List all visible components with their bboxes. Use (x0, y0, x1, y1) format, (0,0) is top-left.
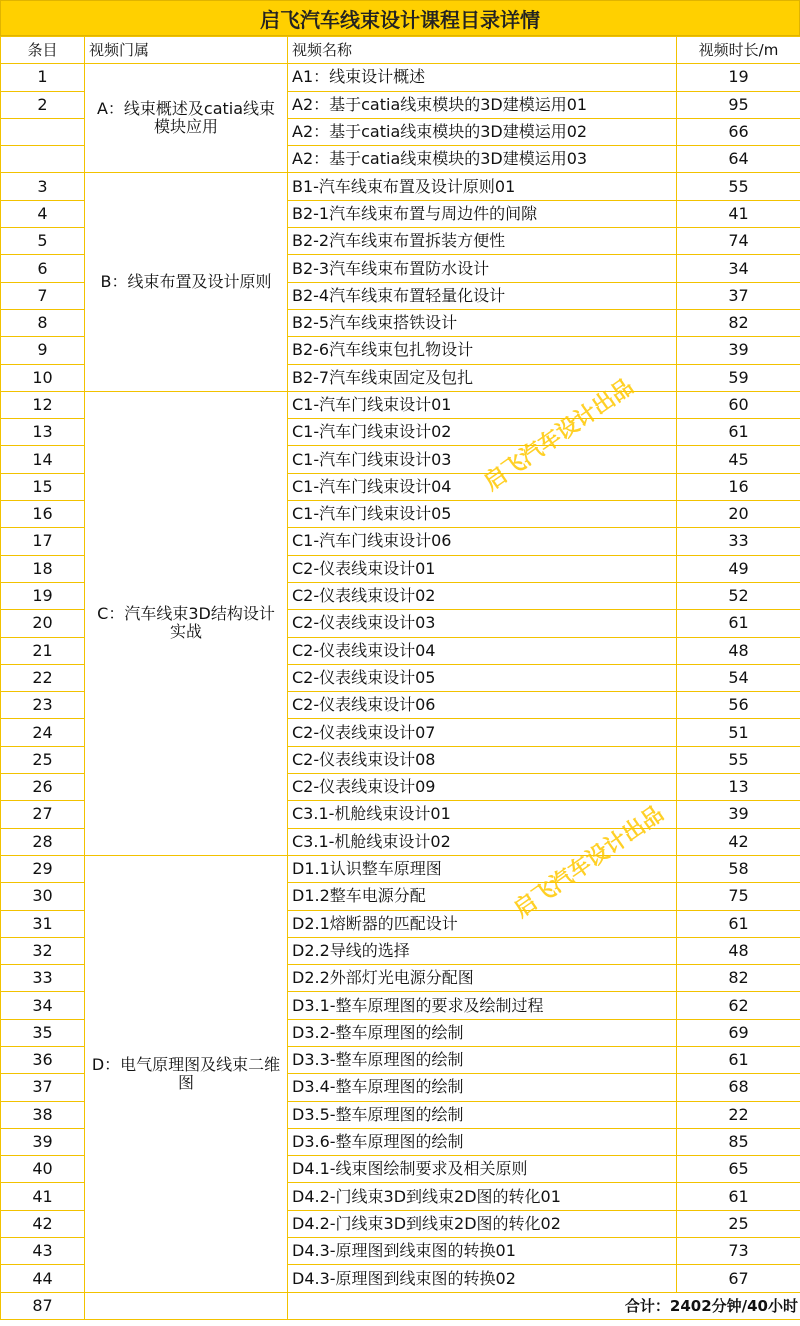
row-index: 16 (1, 501, 85, 528)
row-index: 28 (1, 828, 85, 855)
video-name: C1-汽车门线束设计02 (288, 419, 677, 446)
row-index: 13 (1, 419, 85, 446)
row-index: 15 (1, 473, 85, 500)
row-index: 2 (1, 91, 85, 118)
video-duration: 25 (677, 1210, 800, 1237)
row-index: 25 (1, 746, 85, 773)
video-name: B2-6汽车线束包扎物设计 (288, 337, 677, 364)
row-index: 22 (1, 664, 85, 691)
row-index: 27 (1, 801, 85, 828)
video-name: D3.5-整车原理图的绘制 (288, 1101, 677, 1128)
video-duration: 48 (677, 937, 800, 964)
video-duration: 37 (677, 282, 800, 309)
row-index: 35 (1, 1019, 85, 1046)
table-row (1, 173, 800, 200)
video-name: C2-仪表线束设计07 (288, 719, 677, 746)
video-duration: 66 (677, 118, 800, 145)
row-index: 20 (1, 610, 85, 637)
video-name: C2-仪表线束设计05 (288, 664, 677, 691)
video-duration: 61 (677, 419, 800, 446)
video-duration: 52 (677, 582, 800, 609)
video-name: C3.1-机舱线束设计02 (288, 828, 677, 855)
category-cell-d: D：电气原理图及线束二维图 (85, 855, 288, 1292)
row-index: 23 (1, 692, 85, 719)
video-name: A2：基于catia线束模块的3D建模运用03 (288, 146, 677, 173)
video-name: D3.3-整车原理图的绘制 (288, 1046, 677, 1073)
video-duration: 55 (677, 173, 800, 200)
video-name: D1.1认识整车原理图 (288, 855, 677, 882)
row-index: 19 (1, 582, 85, 609)
table-row (1, 64, 800, 91)
video-duration: 42 (677, 828, 800, 855)
video-duration: 61 (677, 1183, 800, 1210)
video-duration: 20 (677, 501, 800, 528)
watermark-2: 启飞汽车设计出品 (509, 801, 669, 923)
row-index: 41 (1, 1183, 85, 1210)
video-name: D3.6-整车原理图的绘制 (288, 1128, 677, 1155)
video-name: A2：基于catia线束模块的3D建模运用01 (288, 91, 677, 118)
video-name: C1-汽车门线束设计04 (288, 473, 677, 500)
row-index: 7 (1, 282, 85, 309)
row-index: 12 (1, 391, 85, 418)
category-cell-a: A：线束概述及catia线束模块应用 (85, 64, 288, 173)
video-name: D4.3-原理图到线束图的转换02 (288, 1265, 677, 1292)
video-duration: 19 (677, 64, 800, 91)
row-index: 1 (1, 64, 85, 91)
row-index: 40 (1, 1156, 85, 1183)
video-name: D4.2-门线束3D到线束2D图的转化01 (288, 1183, 677, 1210)
table-footer-row (1, 1292, 800, 1319)
row-index: 4 (1, 200, 85, 227)
video-duration: 74 (677, 228, 800, 255)
video-duration: 64 (677, 146, 800, 173)
video-name: A2：基于catia线束模块的3D建模运用02 (288, 118, 677, 145)
video-duration: 75 (677, 883, 800, 910)
row-index: 18 (1, 555, 85, 582)
video-duration: 22 (677, 1101, 800, 1128)
row-index: 33 (1, 965, 85, 992)
video-name: C2-仪表线束设计01 (288, 555, 677, 582)
video-name: D4.2-门线束3D到线束2D图的转化02 (288, 1210, 677, 1237)
category-cell-c: C：汽车线束3D结构设计实战 (85, 391, 288, 855)
video-name: D2.2外部灯光电源分配图 (288, 965, 677, 992)
video-duration: 61 (677, 910, 800, 937)
video-name: C2-仪表线束设计09 (288, 774, 677, 801)
video-name: B1-汽车线束布置及设计原则01 (288, 173, 677, 200)
video-duration: 82 (677, 309, 800, 336)
table-header-row (1, 37, 800, 64)
video-duration: 59 (677, 364, 800, 391)
video-duration: 73 (677, 1238, 800, 1265)
row-index: 43 (1, 1238, 85, 1265)
video-duration: 67 (677, 1265, 800, 1292)
row-index: 36 (1, 1046, 85, 1073)
header-index: 条目 (1, 37, 85, 64)
video-duration: 41 (677, 200, 800, 227)
footer-total: 合计：2402分钟/40小时 (288, 1292, 800, 1319)
row-index: 10 (1, 364, 85, 391)
video-duration: 51 (677, 719, 800, 746)
header-name: 视频名称 (288, 37, 677, 64)
video-duration: 65 (677, 1156, 800, 1183)
row-index: 5 (1, 228, 85, 255)
row-index: 9 (1, 337, 85, 364)
row-index: 17 (1, 528, 85, 555)
video-duration: 54 (677, 664, 800, 691)
video-name: D1.2整车电源分配 (288, 883, 677, 910)
course-table (0, 36, 800, 1320)
row-index: 34 (1, 992, 85, 1019)
header-duration: 视频时长/m (677, 37, 800, 64)
video-duration: 39 (677, 337, 800, 364)
row-index: 42 (1, 1210, 85, 1237)
video-name: C2-仪表线束设计08 (288, 746, 677, 773)
header-category: 视频门属 (85, 37, 288, 64)
video-duration: 34 (677, 255, 800, 282)
video-name: B2-7汽车线束固定及包扎 (288, 364, 677, 391)
video-name: C2-仪表线束设计06 (288, 692, 677, 719)
row-index: 37 (1, 1074, 85, 1101)
video-duration: 55 (677, 746, 800, 773)
video-duration: 60 (677, 391, 800, 418)
video-name: C2-仪表线束设计02 (288, 582, 677, 609)
video-name: B2-4汽车线束布置轻量化设计 (288, 282, 677, 309)
row-index: 30 (1, 883, 85, 910)
video-duration: 33 (677, 528, 800, 555)
video-name: D2.2导线的选择 (288, 937, 677, 964)
video-duration: 48 (677, 637, 800, 664)
table-row (1, 391, 800, 418)
video-duration: 61 (677, 610, 800, 637)
video-duration: 56 (677, 692, 800, 719)
row-index: 21 (1, 637, 85, 664)
video-duration: 85 (677, 1128, 800, 1155)
table-row (1, 855, 800, 882)
video-name: D3.4-整车原理图的绘制 (288, 1074, 677, 1101)
category-cell-b: B：线束布置及设计原则 (85, 173, 288, 391)
video-duration: 16 (677, 473, 800, 500)
video-duration: 82 (677, 965, 800, 992)
video-duration: 61 (677, 1046, 800, 1073)
page-title: 启飞汽车线束设计课程目录详情 (0, 0, 800, 36)
video-name: B2-5汽车线束搭铁设计 (288, 309, 677, 336)
video-name: C1-汽车门线束设计05 (288, 501, 677, 528)
video-duration: 13 (677, 774, 800, 801)
watermark-1: 启飞汽车设计出品 (479, 374, 639, 496)
video-name: C2-仪表线束设计04 (288, 637, 677, 664)
row-index: 14 (1, 446, 85, 473)
video-name: B2-3汽车线束布置防水设计 (288, 255, 677, 282)
video-duration: 49 (677, 555, 800, 582)
row-index: 44 (1, 1265, 85, 1292)
row-index: 3 (1, 173, 85, 200)
video-name: B2-1汽车线束布置与周边件的间隙 (288, 200, 677, 227)
video-duration: 45 (677, 446, 800, 473)
video-name: D4.3-原理图到线束图的转换01 (288, 1238, 677, 1265)
video-name: D4.1-线束图绘制要求及相关原则 (288, 1156, 677, 1183)
video-name: C1-汽车门线束设计03 (288, 446, 677, 473)
row-index: 8 (1, 309, 85, 336)
row-index (1, 118, 85, 145)
video-name: C2-仪表线束设计03 (288, 610, 677, 637)
row-index: 6 (1, 255, 85, 282)
row-index: 29 (1, 855, 85, 882)
video-name: B2-2汽车线束布置拆装方便性 (288, 228, 677, 255)
video-name: C3.1-机舱线束设计01 (288, 801, 677, 828)
video-duration: 95 (677, 91, 800, 118)
video-duration: 69 (677, 1019, 800, 1046)
row-index: 32 (1, 937, 85, 964)
video-name: A1：线束设计概述 (288, 64, 677, 91)
row-index (1, 146, 85, 173)
video-duration: 68 (677, 1074, 800, 1101)
video-name: D3.1-整车原理图的要求及绘制过程 (288, 992, 677, 1019)
video-name: D3.2-整车原理图的绘制 (288, 1019, 677, 1046)
video-duration: 39 (677, 801, 800, 828)
footer-count: 87 (1, 1292, 85, 1319)
footer-empty (85, 1292, 288, 1319)
row-index: 38 (1, 1101, 85, 1128)
row-index: 24 (1, 719, 85, 746)
row-index: 39 (1, 1128, 85, 1155)
row-index: 31 (1, 910, 85, 937)
video-duration: 62 (677, 992, 800, 1019)
row-index: 26 (1, 774, 85, 801)
video-name: D2.1熔断器的匹配设计 (288, 910, 677, 937)
video-name: C1-汽车门线束设计01 (288, 391, 677, 418)
video-duration: 58 (677, 855, 800, 882)
video-name: C1-汽车门线束设计06 (288, 528, 677, 555)
